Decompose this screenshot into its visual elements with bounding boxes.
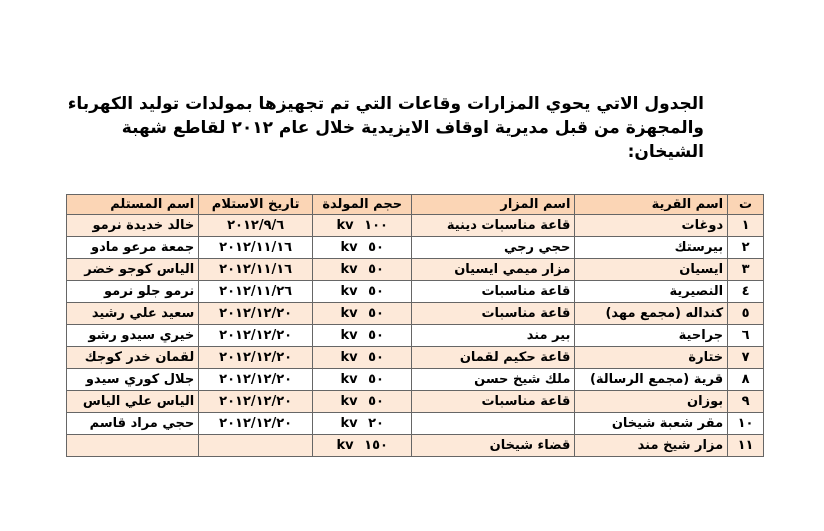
cell-seq: ٦ <box>728 325 764 347</box>
cell-village: مزار شيخ مند <box>575 435 728 457</box>
cell-shrine <box>412 413 575 435</box>
cell-size <box>313 325 412 347</box>
cell-village: بوزان <box>575 391 728 413</box>
cell-shrine: قضاء شيخان <box>412 435 575 457</box>
cell-shrine: قاعة حكيم لقمان <box>412 347 575 369</box>
size-unit: kv <box>340 306 358 321</box>
cell-date: ٢٠١٢/١٢/٢٠ <box>199 413 313 435</box>
cell-seq: ٣ <box>728 259 764 281</box>
cell-shrine: قاعة مناسبات <box>412 281 575 303</box>
size-number: ٥٠ <box>368 328 384 343</box>
size-number: ٥٠ <box>368 262 384 277</box>
cell-date: ٢٠١٢/١١/٢٦ <box>199 281 313 303</box>
cell-receiver: جمعة مرعو مادو <box>67 237 199 259</box>
cell-village: مقر شعبة شيخان <box>575 413 728 435</box>
cell-shrine: قاعة مناسبات <box>412 391 575 413</box>
size-unit: kv <box>340 284 358 299</box>
cell-size <box>313 413 412 435</box>
cell-receiver: حجي مراد قاسم <box>67 413 199 435</box>
cell-shrine: قاعة مناسبات <box>412 303 575 325</box>
cell-receiver: خالد خديدة نرمو <box>67 215 199 237</box>
cell-seq: ٤ <box>728 281 764 303</box>
cell-shrine: ملك شيخ حسن <box>412 369 575 391</box>
size-unit: kv <box>340 350 358 365</box>
cell-receiver: سعيد علي رشيد <box>67 303 199 325</box>
cell-size <box>313 347 412 369</box>
size-number: ١٠٠ <box>364 218 388 233</box>
size-number: ٥٠ <box>368 284 384 299</box>
cell-village: جراحية <box>575 325 728 347</box>
cell-seq: ١١ <box>728 435 764 457</box>
cell-receiver: الياس علي الياس <box>67 391 199 413</box>
cell-size <box>313 391 412 413</box>
cell-receiver: لقمان خدر كوجك <box>67 347 199 369</box>
cell-shrine: بير مند <box>412 325 575 347</box>
generators-table <box>66 194 764 457</box>
size-number: ٥٠ <box>368 240 384 255</box>
cell-shrine: قاعة مناسبات دينية <box>412 215 575 237</box>
cell-seq: ٢ <box>728 237 764 259</box>
cell-size <box>313 369 412 391</box>
cell-shrine: حجي رجي <box>412 237 575 259</box>
cell-date: ٢٠١٢/١٢/٢٠ <box>199 391 313 413</box>
size-unit: kv <box>340 240 358 255</box>
cell-size <box>313 303 412 325</box>
cell-date: ٢٠١٢/١١/١٦ <box>199 259 313 281</box>
heading-line-2: والمجهزة من قبل مديرية اوقاف الايزيدية خلال عام ٢٠١٢ لقاطع شهبة <box>121 118 704 138</box>
table-row <box>67 391 764 413</box>
size-unit: kv <box>340 416 358 431</box>
cell-village: النصيرية <box>575 281 728 303</box>
table-row <box>67 347 764 369</box>
cell-seq: ٥ <box>728 303 764 325</box>
table-header-row <box>67 195 764 215</box>
cell-receiver: خيري سيدو رشو <box>67 325 199 347</box>
document-heading <box>67 92 704 164</box>
cell-village: ايسيان <box>575 259 728 281</box>
cell-seq: ١ <box>728 215 764 237</box>
size-number: ٥٠ <box>368 350 384 365</box>
cell-village: دوغات <box>575 215 728 237</box>
cell-date: ٢٠١٢/١٢/٢٠ <box>199 369 313 391</box>
header-village: اسم القرية <box>575 195 728 215</box>
cell-size <box>313 435 412 457</box>
cell-village: بيرستك <box>575 237 728 259</box>
table-row <box>67 303 764 325</box>
cell-size <box>313 215 412 237</box>
heading-line-3: الشيخان: <box>627 142 704 162</box>
header-seq: ت <box>728 195 764 215</box>
cell-seq: ٩ <box>728 391 764 413</box>
cell-seq: ١٠ <box>728 413 764 435</box>
size-unit: kv <box>340 328 358 343</box>
cell-date <box>199 435 313 457</box>
table-row <box>67 369 764 391</box>
cell-seq: ٧ <box>728 347 764 369</box>
size-unit: kv <box>336 438 354 453</box>
size-unit: kv <box>336 218 354 233</box>
header-date: تاريخ الاستلام <box>199 195 313 215</box>
table-row <box>67 413 764 435</box>
cell-receiver: الياس كوجو خضر <box>67 259 199 281</box>
cell-date: ٢٠١٢/١٢/٢٠ <box>199 325 313 347</box>
table-row <box>67 325 764 347</box>
size-number: ١٥٠ <box>364 438 388 453</box>
size-number: ٥٠ <box>368 372 384 387</box>
cell-date: ٢٠١٢/١٢/٢٠ <box>199 347 313 369</box>
cell-village: ختارة <box>575 347 728 369</box>
table-row <box>67 435 764 457</box>
table-row <box>67 281 764 303</box>
size-number: ٥٠ <box>368 394 384 409</box>
header-shrine: اسم المزار <box>412 195 575 215</box>
cell-date: ٢٠١٢/١١/١٦ <box>199 237 313 259</box>
size-unit: kv <box>340 372 358 387</box>
cell-receiver <box>67 435 199 457</box>
cell-shrine: مزار ميمي ايسيان <box>412 259 575 281</box>
header-receiver: اسم المستلم <box>67 195 199 215</box>
cell-receiver: جلال كوري سيدو <box>67 369 199 391</box>
cell-receiver: نرمو جلو نرمو <box>67 281 199 303</box>
cell-date: ٢٠١٢/٩/٦ <box>199 215 313 237</box>
size-number: ٢٠ <box>368 416 384 431</box>
heading-line-1: الجدول الاتي يحوي المزارات وقاعات التي تم تجهيزها بمولدات توليد الكهرباء <box>67 94 704 114</box>
table-row <box>67 215 764 237</box>
table-row <box>67 259 764 281</box>
size-number: ٥٠ <box>368 306 384 321</box>
cell-size <box>313 281 412 303</box>
cell-date: ٢٠١٢/١٢/٢٠ <box>199 303 313 325</box>
cell-village: قرية (مجمع الرسالة) <box>575 369 728 391</box>
size-unit: kv <box>340 394 358 409</box>
size-unit: kv <box>340 262 358 277</box>
cell-size <box>313 259 412 281</box>
table-row <box>67 237 764 259</box>
header-size: حجم المولدة <box>313 195 412 215</box>
cell-size <box>313 237 412 259</box>
cell-village: كنداله (مجمع مهد) <box>575 303 728 325</box>
cell-seq: ٨ <box>728 369 764 391</box>
